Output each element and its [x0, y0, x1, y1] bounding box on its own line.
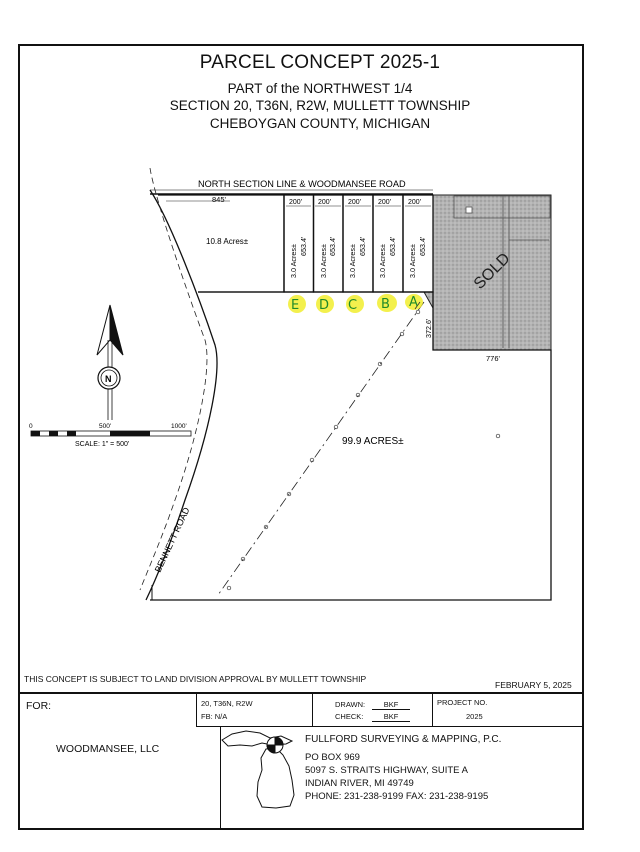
- lot-letter-a: A: [409, 295, 418, 310]
- bennett-road-east: [146, 190, 217, 600]
- svg-text:200': 200': [408, 199, 422, 206]
- title-block-divider-logo: [220, 726, 221, 830]
- company-phone: PHONE: 231-238-9199 FAX: 231-238-9195: [305, 791, 489, 802]
- project-number-value: 2025: [466, 712, 483, 721]
- lot-letter-d: D: [319, 298, 330, 313]
- north-arrow: [97, 305, 123, 420]
- drawing-date: FEBRUARY 5, 2025: [495, 680, 572, 690]
- svg-text:3.0 Acres±: 3.0 Acres±: [289, 244, 298, 278]
- approval-note: THIS CONCEPT IS SUBJECT TO LAND DIVISION APPROVAL BY MULLETT TOWNSHIP: [24, 674, 367, 684]
- section-info: 20, T36N, R2W: [201, 699, 253, 708]
- scale-1000: 1000': [171, 423, 187, 430]
- svg-text:3.0 Acres±: 3.0 Acres±: [408, 244, 417, 278]
- svg-text:200': 200': [348, 199, 362, 206]
- title-block-divider-2: [312, 692, 313, 726]
- svg-text:653.4': 653.4': [328, 236, 337, 256]
- company-street: 5097 S. STRAITS HIGHWAY, SUITE A: [305, 765, 468, 776]
- north-arrow-label: N: [105, 374, 112, 384]
- subtitle-line-3: CHEBOYGAN COUNTY, MICHIGAN: [209, 116, 431, 131]
- parcel-10-8-acres: 10.8 Acres±: [206, 237, 249, 246]
- drawn-value: BKF: [372, 700, 410, 710]
- field-book: FB: N/A: [201, 712, 228, 721]
- drawn-label: DRAWN:: [335, 700, 366, 709]
- dimension-845: 845': [212, 195, 226, 204]
- diagonal-markers: [227, 310, 500, 590]
- lot-letter-e: E: [291, 298, 300, 313]
- svg-text:3.0 Acres±: 3.0 Acres±: [348, 244, 357, 278]
- company-po-box: PO BOX 969: [305, 752, 360, 763]
- lot-letters: [291, 295, 418, 313]
- sold-label: SOLD: [470, 249, 514, 293]
- subtitle-line-2: SECTION 20, T36N, R2W, MULLETT TOWNSHIP: [169, 98, 471, 113]
- svg-text:653.4': 653.4': [418, 236, 427, 256]
- narrow-lot-acres: [289, 244, 417, 278]
- scale-text: SCALE: 1" = 500': [75, 441, 130, 448]
- scale-zero: 0: [29, 423, 33, 430]
- for-label: FOR:: [26, 700, 52, 712]
- narrow-lot-widths: [289, 199, 421, 206]
- diagonal-easement-line: [218, 302, 424, 595]
- company-name: FULLFORD SURVEYING & MAPPING, P.C.: [305, 734, 502, 745]
- svg-text:653.4': 653.4': [299, 236, 308, 256]
- svg-text:653.4': 653.4': [388, 236, 397, 256]
- dimension-776: 776': [486, 354, 500, 363]
- subtitle-line-1: PART of the NORTHWEST 1/4: [227, 81, 413, 96]
- scale-bar: [31, 431, 191, 436]
- main-parcel-acres: 99.9 ACRES±: [342, 436, 404, 447]
- title-block-divider-1: [196, 692, 197, 726]
- svg-text:3.0 Acres±: 3.0 Acres±: [378, 244, 387, 278]
- svg-text:200': 200': [318, 199, 332, 206]
- lot-letter-b: B: [381, 297, 390, 312]
- scale-500: 500': [99, 423, 112, 430]
- title-block-divider-3: [432, 692, 433, 726]
- check-value: BKF: [372, 712, 410, 722]
- svg-text:3.0 Acres±: 3.0 Acres±: [319, 244, 328, 278]
- title-block-top-border: [18, 692, 584, 694]
- dimension-372-6: 372.6': [424, 318, 433, 338]
- page-title: PARCEL CONCEPT 2025-1: [199, 52, 441, 73]
- client-name: WOODMANSEE, LLC: [56, 743, 160, 755]
- project-number-label: PROJECT NO.: [437, 698, 488, 707]
- bennett-road-label: BENNETT ROAD: [152, 505, 192, 574]
- north-road-label: NORTH SECTION LINE & WOODMANSEE ROAD: [198, 179, 406, 189]
- check-label: CHECK:: [335, 712, 364, 721]
- company-city: INDIAN RIVER, MI 49749: [305, 778, 414, 789]
- svg-text:653.4': 653.4': [358, 236, 367, 256]
- lot-letter-c: C: [348, 298, 358, 313]
- title-block-mid-border: [196, 726, 584, 727]
- svg-text:200': 200': [289, 199, 303, 206]
- svg-text:200': 200': [378, 199, 392, 206]
- michigan-logo: [222, 731, 294, 808]
